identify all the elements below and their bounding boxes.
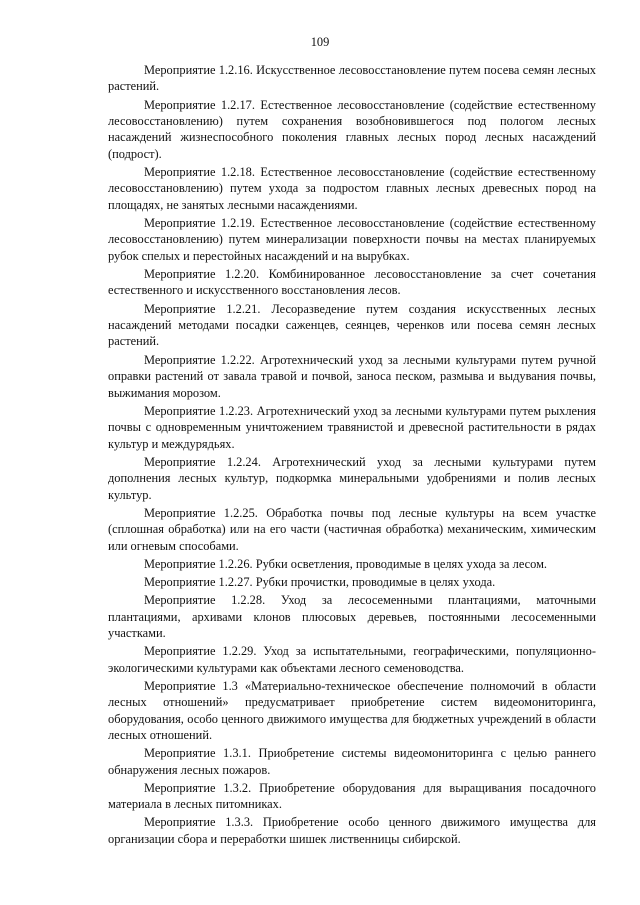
paragraph-1-2-18: Мероприятие 1.2.18. Естественное лесовосстановление (содействие естественному лесовосстановлению) путем ухода за подростом главных лесных древесных пород на площадях, не занятых лесными насаждениями. [108, 165, 596, 212]
paragraph-1-2-21: Мероприятие 1.2.21. Лесоразведение путем создания искусственных лесных насаждений методами посадки саженцев, сеянцев, черенков или посева семян лесных растений. [108, 301, 596, 349]
paragraph-1-3-3: Мероприятие 1.3.3. Приобретение особо ценного движимого имущества для организации сбора и переработки шишек лиственницы сибирской. [108, 815, 596, 846]
paragraph-1-2-24: Мероприятие 1.2.24. Агротехнический уход за лесными культурами путем дополнения лесных культур, подкормка минеральными удобрениями и полив лесных культур. [108, 454, 596, 502]
paragraph-1-2-22: Мероприятие 1.2.22. Агротехнический уход за лесными культурами путем ручной оправки растений от завала травой и почвой, заноса песком, размыва и выдувания почвы, выжимания морозом. [108, 352, 596, 400]
paragraph-1-2-25: Мероприятие 1.2.25. Обработка почвы под лесные культуры на всем участке (сплошная обработка) или на его части (частичная обработка) механическим, химическим или огневым способами. [108, 505, 596, 553]
paragraph-1-2-27: Мероприятие 1.2.27. Рубки прочистки, проводимые в целях ухода. [144, 574, 496, 589]
paragraph-1-3-2: Мероприятие 1.3.2. Приобретение оборудования для выращивания посадочного материала в лесных питомниках. [108, 780, 596, 812]
paragraph-1-2-16: Мероприятие 1.2.16. Искусственное лесовосстановление путем посева семян лесных растений. [108, 63, 596, 94]
paragraph-1-2-20: Мероприятие 1.2.20. Комбинированное лесовосстановление за счет сочетания естественного и искусственного восстановления лесов. [108, 267, 596, 298]
paragraph-1-2-26: Мероприятие 1.2.26. Рубки осветления, проводимые в целях ухода за лесом. [144, 556, 548, 571]
paragraph-1-2-17: Мероприятие 1.2.17. Естественное лесовосстановление (содействие естественному лесовосстановлению) путем сохранения возобновившегося под пологом лесных насаждений жизнеспособного поколения главных лесных пород лесных насаждений (подрост). [108, 97, 596, 161]
page-number: 109 [310, 35, 330, 49]
paragraph-1-2-19: Мероприятие 1.2.19. Естественное лесовосстановление (содействие естественному лесовосстановлению) путем минерализации поверхности почвы на местах планируемых рубок спелых и перестойных насаждений и на вырубках. [108, 216, 596, 263]
paragraph-1-2-23: Мероприятие 1.2.23. Агротехнический уход за лесными культурами путем рыхления почвы с одновременным уничтожением травянистой и древесной растительности в рядах культур и междурядьях. [108, 403, 596, 451]
paragraph-1-3-1: Мероприятие 1.3.1. Приобретение системы видеомониторинга с целью раннего обнаружения лесных пожаров. [108, 746, 596, 777]
page-body [108, 62, 596, 849]
paragraph-1-2-29: Мероприятие 1.2.29. Уход за испытательными, географическими, популяционно-экологическими культурами как объектами лесного семеноводства. [108, 644, 596, 675]
paragraph-1-2-28: Мероприятие 1.2.28. Уход за лесосеменными плантациями, маточными плантациями, архивами клонов плюсовых деревьев, постоянными лесосеменными участками. [108, 593, 596, 640]
paragraph-1-3: Мероприятие 1.3 «Материально-техническое обеспечение полномочий в области лесных отношений» предусматривает приобретение систем видеомониторинга, оборудования, особо ценного движимого имущества для бюджетных учреждений в области лесных отношений. [108, 678, 596, 742]
